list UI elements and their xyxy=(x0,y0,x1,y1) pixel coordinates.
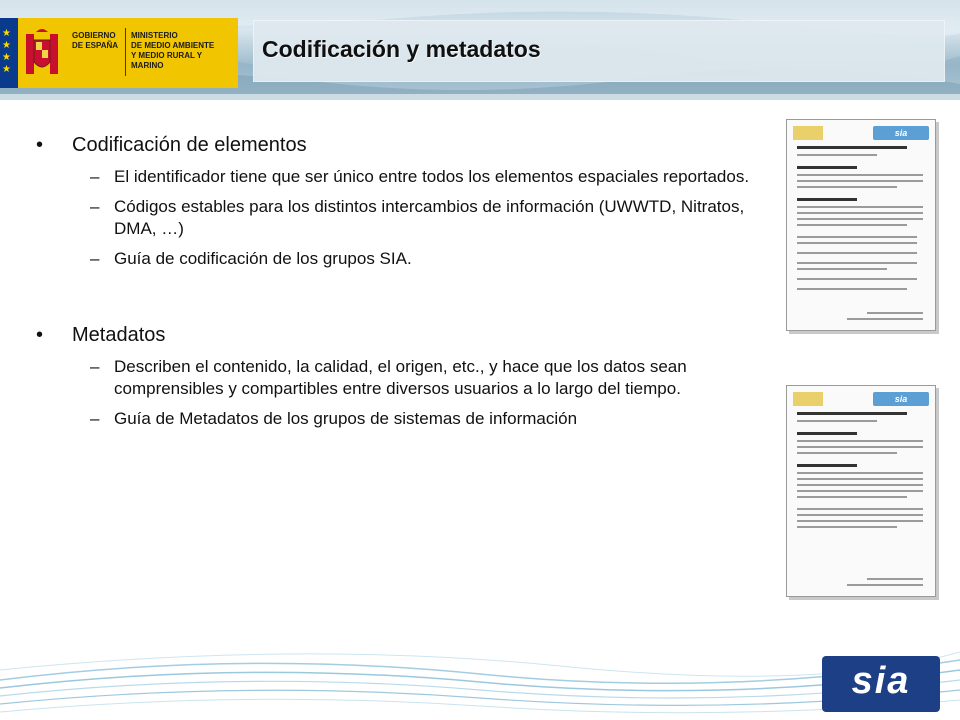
doc-logo-icon xyxy=(793,392,823,406)
slide-title: Codificación y metadatos xyxy=(262,36,541,62)
doc-sia-badge: sia xyxy=(873,126,929,140)
logo-text-government: GOBIERNO DE ESPAÑA xyxy=(72,31,119,50)
bullet-metadatos xyxy=(36,322,756,348)
list-item-text: Guía de Metadatos de los grupos de sistemas de información xyxy=(114,409,578,428)
logo-separator xyxy=(125,28,126,76)
dash-icon: – xyxy=(90,357,100,376)
list-item-text: Guía de codificación de los grupos SIA. xyxy=(114,249,412,268)
bullet-label: Codificación de elementos xyxy=(72,134,307,156)
bottom-wave-decoration xyxy=(0,630,960,720)
dash-icon: – xyxy=(90,409,100,428)
list-item xyxy=(36,196,756,240)
bullet-label: Metadatos xyxy=(72,324,166,346)
coat-of-arms-icon xyxy=(22,26,62,80)
list-item-text: Códigos estables para los distintos intercambios de información (UWWTD, Nitratos, DMA, …) xyxy=(114,197,745,238)
eu-flag-icon: ★ ★ ★ ★ xyxy=(0,18,18,88)
dash-icon: – xyxy=(90,249,100,268)
list-item xyxy=(36,166,756,188)
list-item-text: El identificador tiene que ser único entre todos los elementos espaciales reportados. xyxy=(114,167,750,186)
sia-logo xyxy=(822,656,940,712)
metadata-guide-thumbnail xyxy=(786,385,936,597)
dash-icon: – xyxy=(90,167,100,186)
header-bottom-bar xyxy=(0,94,960,100)
list-item xyxy=(36,408,756,430)
dash-icon: – xyxy=(90,197,100,216)
bullet-icon: • xyxy=(36,134,44,156)
bullet-icon: • xyxy=(36,324,44,346)
doc-sia-badge: sia xyxy=(873,392,929,406)
bullet-codificacion xyxy=(36,132,756,158)
slide-content xyxy=(36,132,756,430)
list-item xyxy=(36,356,756,400)
list-item-text: Describen el contenido, la calidad, el origen, etc., y hace que los datos sean comprensibles y compartibles entre diversos usuarios a lo largo del tiempo. xyxy=(114,357,687,398)
sia-logo-text: sia xyxy=(851,660,911,702)
coding-guide-thumbnail xyxy=(786,119,936,331)
logo-text-ministry: MINISTERIO DE MEDIO AMBIENTE Y MEDIO RURAL Y MARINO xyxy=(131,31,215,70)
doc-logo-icon xyxy=(793,126,823,140)
ministry-logo xyxy=(0,18,238,88)
list-item xyxy=(36,248,756,270)
